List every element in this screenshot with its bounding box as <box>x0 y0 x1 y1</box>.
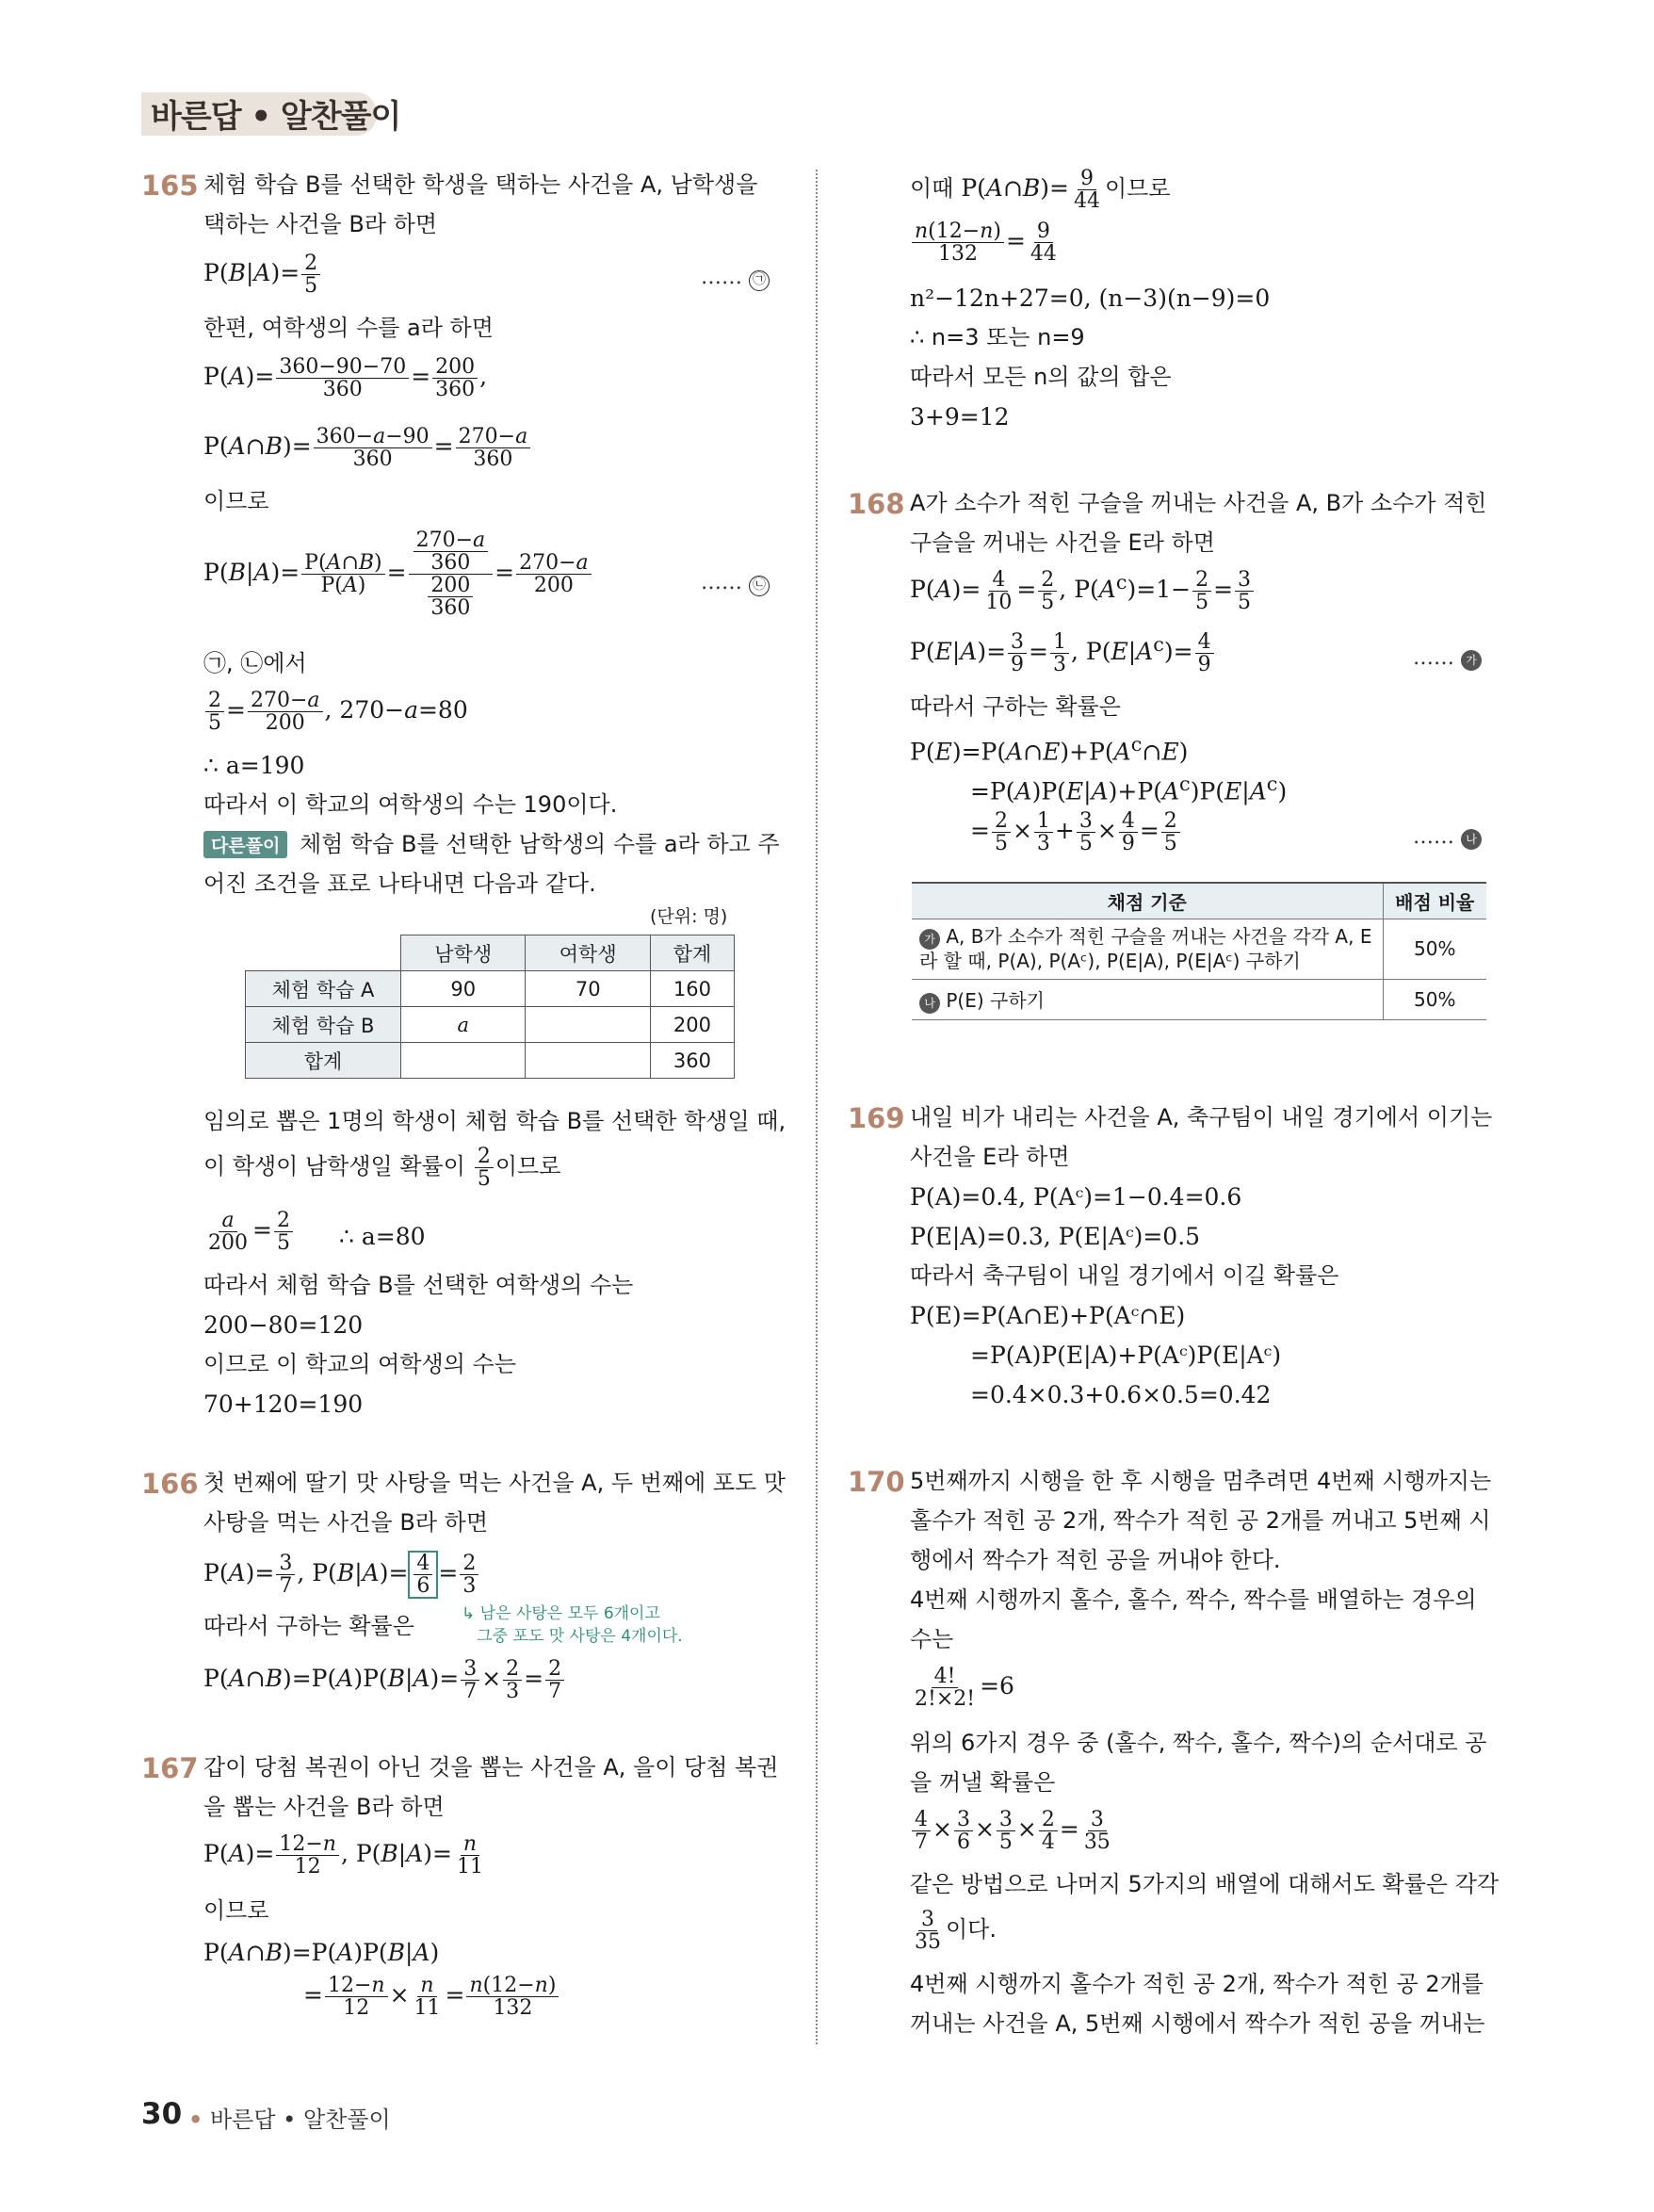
p168-eq5: = $\frac{2}{5}$ × $\frac{1}{3}$ + $\frac{3}{5}$ × $\frac{4}{9}$ = $\frac{2}{5}$ <box>970 810 1182 854</box>
p165-eq4: P(B|A)= $\frac{P(A\cap B)}{P(A)}$ = $\frac{\frac{270-a}{360}}{\frac{200}{360}}$ = $\frac{270-a}{200}$ <box>203 529 593 619</box>
p167-r2: $\frac{n(12-n)}{132}$ = $\frac{9}{44}$ <box>910 220 1062 265</box>
p170-line7: 을 꺼낼 확률은 <box>910 1769 1056 1796</box>
problem-number-169: 169 <box>848 1102 905 1134</box>
p165-line3: 한편, 여학생의 수를 a라 하면 <box>203 315 494 341</box>
table-cell: 90 <box>401 971 526 1007</box>
p168-eq3: $P(E)=P(A\cap E)+P(A^c\cap E)$ <box>910 733 1189 766</box>
p168-eq4: $=P(A)P(E|A)+P(A^c)P(E|A^c)$ <box>970 773 1288 805</box>
p168-line1: A가 소수가 적힌 구슬을 꺼내는 사건을 A, B가 소수가 적힌 <box>910 490 1487 516</box>
alt-solution-badge: 다른풀이 <box>203 831 287 858</box>
table-cell <box>401 1043 526 1079</box>
row-label: 체험 학습 B <box>246 1007 401 1043</box>
grading-header-ratio: 배점 비율 <box>1383 883 1486 919</box>
p169-line5: 따라서 축구팀이 내일 경기에서 이길 확률은 <box>910 1262 1339 1289</box>
marker-b: …… 나 <box>1413 825 1482 850</box>
marker-2: …… ㉡ <box>701 571 770 596</box>
grading-ratio-2: 50% <box>1383 979 1486 1019</box>
p169-line6: P(E)=P(A∩E)+P(Aᶜ∩E) <box>910 1302 1186 1329</box>
table-cell <box>526 1007 650 1043</box>
p165-line10: ∴ a=80 <box>339 1223 426 1250</box>
table-header: 여학생 <box>526 935 650 971</box>
p170-line4: 4번째 시행까지 홀수, 홀수, 짝수, 짝수를 배열하는 경우의 <box>910 1586 1477 1613</box>
p167-r4: ∴ n=3 또는 n=9 <box>910 324 1085 350</box>
circled-a-icon: 가 <box>919 929 940 950</box>
table-row <box>912 919 1486 979</box>
circled-2-icon: ㉡ <box>749 576 770 596</box>
p165-line1: 체험 학습 B를 선택한 학생을 택하는 사건을 A, 남학생을 <box>203 171 758 198</box>
p166-eq2: P(A∩B)=P(A)P(B|A)= $\frac{3}{7}$ × $\frac{2}{3}$ = $\frac{2}{7}$ <box>203 1658 566 1702</box>
marker-1: …… ㉠ <box>701 266 770 291</box>
table-row <box>246 1043 735 1079</box>
table-cell: 70 <box>526 971 650 1007</box>
p169-line3: P(A)=0.4, P(Aᶜ)=1−0.4=0.6 <box>910 1183 1242 1211</box>
footer-title: • 바른답 • 알찬풀이 <box>188 2106 391 2133</box>
p167-eq3: = $\frac{12-n}{12}$ × $\frac{n}{11}$ = $\frac{n(12-n)}{132}$ <box>303 1975 560 2019</box>
p167-line3: 이므로 <box>203 1897 269 1924</box>
table-corner <box>246 935 401 971</box>
p170-eq1: $\frac{4!}{2!\times 2!}$ =6 <box>915 1665 1014 1712</box>
table-cell <box>526 1043 650 1079</box>
p169-line4: P(E|A)=0.3, P(E|Aᶜ)=0.5 <box>910 1223 1201 1250</box>
p170-line2: 홀수가 적힌 공 2개, 짝수가 적힌 공 2개를 꺼내고 5번째 시 <box>910 1507 1491 1534</box>
p165-eq5: $\frac{2}{5}$ = $\frac{270-a}{200}$ , 270−a=80 <box>203 690 468 734</box>
arrow-icon: ↳ <box>462 1604 476 1623</box>
highlight-box: $\frac{4}{6}$ <box>408 1551 438 1599</box>
p165-alt1: 체험 학습 B를 선택한 남학생의 수를 a라 하고 주 <box>300 831 780 857</box>
p168-line3: 따라서 구하는 확률은 <box>910 693 1121 720</box>
table-cell: 200 <box>650 1007 734 1043</box>
p165-eq3: P(A∩B)= $\frac{360-a-90}{360}$ = $\frac{270-a}{360}$ <box>203 426 532 470</box>
p167-eq2: P(A∩B)=P(A)P(B|A) <box>203 1939 440 1966</box>
p166-eq1: P(A)= $\frac{3}{7}$ , P(B|A)= $\frac{4}{6}$ = $\frac{2}{3}$ <box>203 1551 480 1599</box>
row-label: 합계 <box>246 1043 401 1079</box>
grading-table <box>912 882 1486 1020</box>
marker-a: …… 가 <box>1413 646 1482 671</box>
circled-b-icon: 나 <box>1461 829 1482 850</box>
table-header: 남학생 <box>401 935 526 971</box>
circled-b-icon: 나 <box>919 993 940 1014</box>
table-header: 합계 <box>650 935 734 971</box>
p165-line9: 이 학생이 남학생일 확률이 $\frac{2}{5}$ 이므로 <box>203 1145 561 1192</box>
p167-eq1: P(A)= $\frac{12-n}{12}$ , P(B|A)= $\frac{n}{11}$ <box>203 1832 483 1879</box>
table-row <box>246 1007 735 1043</box>
problem-number-167: 167 <box>141 1752 199 1784</box>
p167-r5: 따라서 모든 n의 값의 합은 <box>910 364 1172 390</box>
p170-line5: 수는 <box>910 1626 954 1652</box>
p166-line1: 첫 번째에 딸기 맛 사탕을 먹는 사건을 A, 두 번째에 포도 맛 <box>203 1470 786 1496</box>
p167-r3: n²−12n+27=0, (n−3)(n−9)=0 <box>910 285 1271 312</box>
grading-criteria-1: 가 A, B가 소수가 적힌 구슬을 꺼내는 사건을 각각 A, E라 할 때, P(A), P(Aᶜ), P(E|A), P(E|Aᶜ) 구하기 <box>912 919 1383 979</box>
p165-line14: 70+120=190 <box>203 1391 364 1418</box>
p168-eq1: P(A)= $\frac{4}{10}$ = $\frac{2}{5}$ , $P(A^c)=1-$ $\frac{2}{5}$ = $\frac{3}{5}$ <box>910 569 1256 613</box>
p165-line2: 택하는 사건을 B라 하면 <box>203 211 438 237</box>
p169-line8: =0.4×0.3+0.6×0.5=0.42 <box>970 1381 1272 1408</box>
hint-note: ↳ 남은 사탕은 모두 6개이고 그중 포도 맛 사탕은 4개이다. <box>462 1604 683 1646</box>
table-cell: a <box>401 1007 526 1043</box>
p169-line1: 내일 비가 내리는 사건을 A, 축구팀이 내일 경기에서 이기는 <box>910 1104 1493 1130</box>
p170-line3: 행에서 짝수가 적힌 공을 꺼내야 한다. <box>910 1547 1281 1573</box>
p167-line1: 갑이 당첨 복권이 아닌 것을 뽑는 사건을 A, 을이 당첨 복권 <box>203 1754 779 1781</box>
table-cell: 360 <box>650 1043 734 1079</box>
p167-r6: 3+9=12 <box>910 403 1010 431</box>
problem-number-170: 170 <box>848 1466 905 1498</box>
p167-line2: 을 뽑는 사건을 B라 하면 <box>203 1794 445 1820</box>
p165-eq2: P(A)= $\frac{360-90-70}{360}$ = $\frac{200}{360}$ , <box>203 355 488 402</box>
p165-line5: ㉠, ㉡에서 <box>203 650 307 676</box>
p165-eq1: P(B|A)= $\frac{2}{5}$ <box>203 252 322 297</box>
p165-eq6: $\frac{a}{200}$ = $\frac{2}{5}$ <box>203 1210 295 1254</box>
p167-r1: 이때 P(A∩B)= $\frac{9}{44}$ 이므로 <box>910 167 1171 214</box>
p168-line2: 구슬을 꺼내는 사건을 E라 하면 <box>910 529 1215 556</box>
grading-header-criteria: 채점 기준 <box>912 883 1383 919</box>
p165-alt2: 어진 조건을 표로 나타내면 다음과 같다. <box>203 870 596 897</box>
problem-number-168: 168 <box>848 488 905 520</box>
circled-1-icon: ㉠ <box>749 270 770 291</box>
column-divider <box>816 170 818 2044</box>
p165-line13: 이므로 이 학교의 여학생의 수는 <box>203 1351 516 1377</box>
p170-line11: 꺼내는 사건을 A, 5번째 시행에서 짝수가 적힌 공을 꺼내는 <box>910 2010 1485 2037</box>
table-row <box>246 971 735 1007</box>
page-number: 30 <box>141 2097 183 2131</box>
p170-line9: $\frac{3}{35}$ 이다. <box>915 1908 997 1955</box>
table-cell: 160 <box>650 971 734 1007</box>
p170-line1: 5번째까지 시행을 한 후 시행을 멈추려면 4번째 시행까지는 <box>910 1468 1492 1494</box>
p170-line10: 4번째 시행까지 홀수가 적힌 공 2개, 짝수가 적힌 공 2개를 <box>910 1971 1484 1997</box>
p170-line6: 위의 6가지 경우 중 (홀수, 짝수, 홀수, 짝수)의 순서대로 공 <box>910 1730 1487 1756</box>
p169-line7: =P(A)P(E|A)+P(Aᶜ)P(E|Aᶜ) <box>970 1342 1282 1369</box>
grading-ratio-1: 50% <box>1383 919 1486 979</box>
p165-line12: 200−80=120 <box>203 1311 364 1339</box>
grading-criteria-2: 나 P(E) 구하기 <box>912 979 1383 1019</box>
circled-a-icon: 가 <box>1461 650 1482 671</box>
p169-line2: 사건을 E라 하면 <box>910 1144 1070 1170</box>
p166-line3: 따라서 구하는 확률은 <box>203 1613 414 1639</box>
row-label: 체험 학습 A <box>246 971 401 1007</box>
table-row <box>912 979 1486 1019</box>
header-title: 바른답 • 알찬풀이 <box>151 98 401 136</box>
p166-line2: 사탕을 먹는 사건을 B라 하면 <box>203 1509 489 1536</box>
problem-number-166: 166 <box>141 1468 199 1500</box>
p165-line11: 따라서 체험 학습 B를 선택한 여학생의 수는 <box>203 1272 634 1298</box>
problem-number-165: 165 <box>141 170 199 202</box>
p165-line6: ∴ a=190 <box>203 752 305 779</box>
p170-eq2: $\frac{4}{7}$ × $\frac{3}{6}$ × $\frac{3}{5}$ × $\frac{2}{4}$ = $\frac{3}{35}$ <box>910 1809 1115 1853</box>
bullet-icon: • <box>188 2106 203 2133</box>
p165-line7: 따라서 이 학교의 여학생의 수는 190이다. <box>203 791 618 818</box>
table-unit: (단위: 명) <box>650 906 728 927</box>
p170-line8: 같은 방법으로 나머지 5가지의 배열에 대해서도 확률은 각각 <box>910 1871 1500 1897</box>
student-table <box>245 935 735 1079</box>
p165-line8: 임의로 뽑은 1명의 학생이 체험 학습 B를 선택한 학생일 때, <box>203 1108 786 1134</box>
p168-eq2: P(E|A)= $\frac{3}{9}$ = $\frac{1}{3}$ , $P(E|A^c)=$ $\frac{4}{9}$ <box>910 631 1216 675</box>
p165-line4: 이므로 <box>203 488 269 514</box>
